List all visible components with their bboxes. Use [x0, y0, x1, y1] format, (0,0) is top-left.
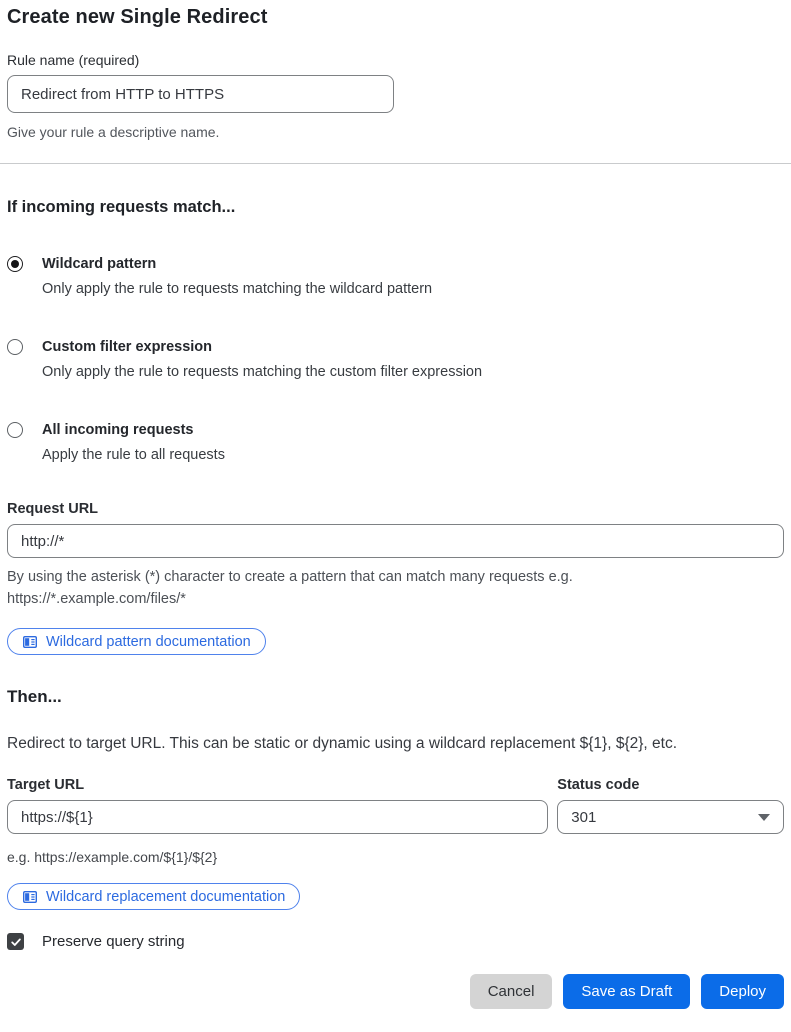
status-code-label: Status code: [557, 777, 640, 793]
rule-name-label: Rule name (required): [7, 52, 140, 68]
target-url-column: [7, 753, 548, 868]
radio-option-texts: [42, 420, 784, 466]
radio-option-description: Only apply the rule to requests matching the custom filter expression: [42, 364, 483, 380]
checkbox-checked-icon[interactable]: [7, 933, 24, 950]
radio-option-description: Only apply the rule to requests matching the wildcard pattern: [42, 281, 433, 297]
rule-name-input[interactable]: [7, 75, 394, 113]
then-section-description: Redirect to target URL. This can be static or dynamic using a wildcard replacement ${1}, ${2}, etc.: [7, 735, 678, 752]
doc-button-label: Wildcard replacement documentation: [46, 888, 286, 905]
chevron-down-icon: [758, 814, 770, 821]
preserve-query-label: Preserve query string: [42, 933, 185, 950]
radio-option-label: Custom filter expression: [42, 339, 213, 355]
request-url-help: By using the asterisk (*) character to create a pattern that can match many requests e.g. https://*.example.com/files/*: [7, 569, 573, 607]
target-status-row: [7, 753, 784, 868]
doc-button-label: Wildcard pattern documentation: [46, 633, 251, 650]
rule-name-help: Give your rule a descriptive name.: [7, 124, 220, 140]
then-section-heading: Then...: [7, 687, 62, 706]
wildcard-pattern-docs-button[interactable]: [7, 628, 266, 655]
radio-selected-icon[interactable]: [7, 256, 23, 272]
match-type-radio-group: [7, 254, 784, 466]
radio-unselected-icon[interactable]: [7, 422, 23, 438]
match-section-heading: If incoming requests match...: [7, 198, 236, 216]
status-code-select[interactable]: [557, 800, 784, 834]
form-action-buttons: [7, 974, 784, 1017]
radio-option-custom-filter[interactable]: [7, 337, 784, 383]
target-url-label: Target URL: [7, 777, 85, 793]
status-code-column: [557, 753, 784, 834]
radio-option-label: All incoming requests: [42, 422, 194, 438]
status-code-value: 301: [571, 808, 597, 826]
request-url-label: Request URL: [7, 501, 99, 517]
radio-option-description: Apply the rule to all requests: [42, 447, 225, 463]
target-url-input[interactable]: [7, 800, 548, 834]
save-as-draft-button[interactable]: Save as Draft: [563, 974, 690, 1009]
cancel-button[interactable]: Cancel: [470, 974, 553, 1009]
radio-option-texts: [42, 254, 784, 300]
request-url-input[interactable]: [7, 524, 784, 558]
deploy-button[interactable]: Deploy: [701, 974, 784, 1009]
radio-option-all-requests[interactable]: [7, 420, 784, 466]
radio-option-texts: [42, 337, 784, 383]
radio-unselected-icon[interactable]: [7, 339, 23, 355]
target-url-help: e.g. https://example.com/${1}/${2}: [7, 849, 218, 865]
book-icon: [22, 889, 38, 905]
page-title: Create new Single Redirect: [7, 6, 268, 28]
radio-option-label: Wildcard pattern: [42, 256, 157, 272]
wildcard-replacement-docs-button[interactable]: [7, 883, 300, 910]
preserve-query-row[interactable]: [7, 933, 784, 950]
section-divider: [0, 163, 791, 164]
book-icon: [22, 634, 38, 650]
radio-option-wildcard-pattern[interactable]: [7, 254, 784, 300]
